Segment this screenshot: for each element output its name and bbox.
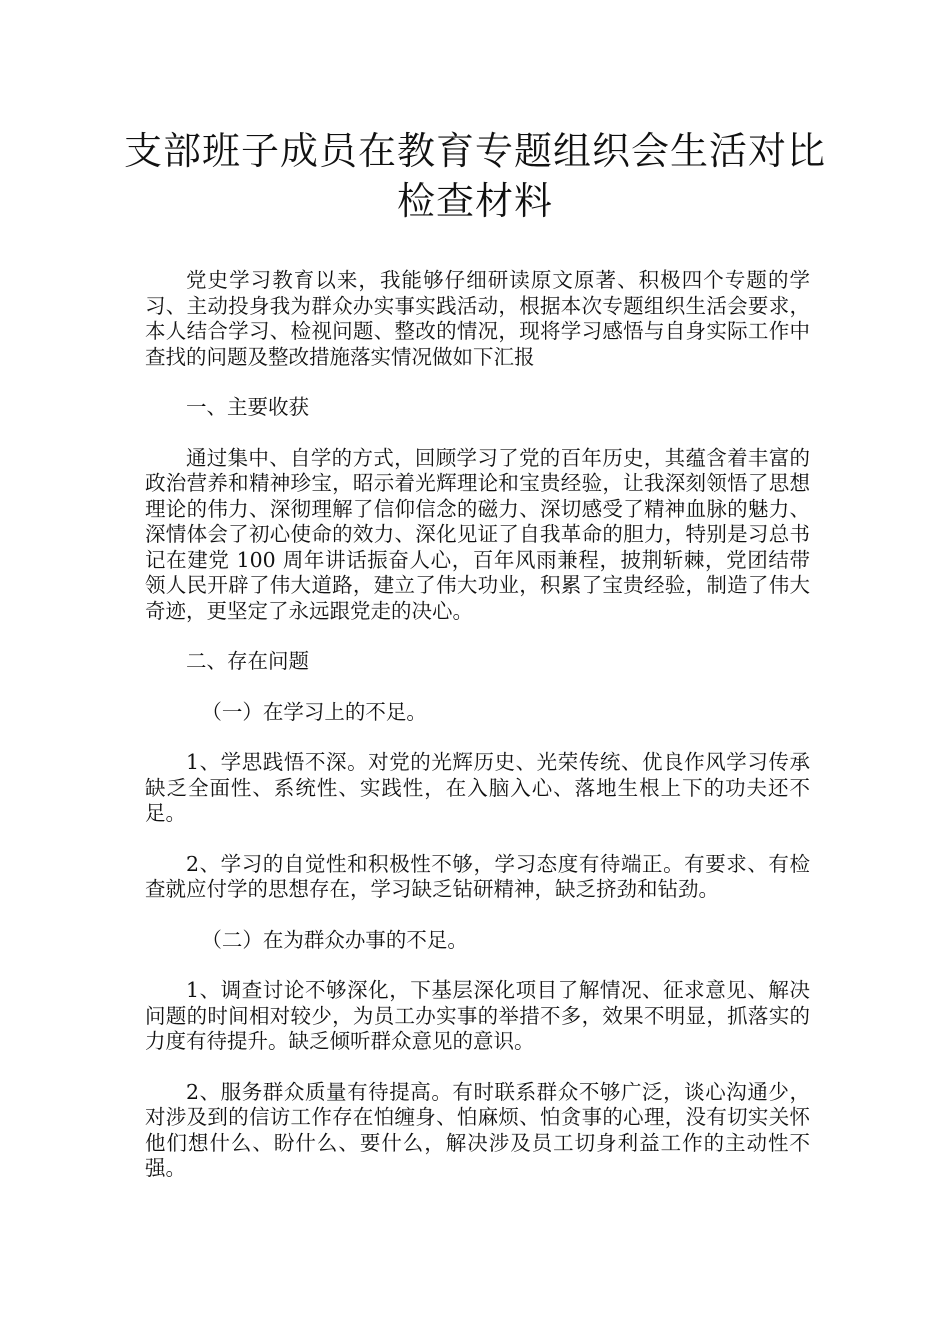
title-line-1: 支部班子成员在教育专题组织会生活对比 (123, 129, 826, 173)
intro-paragraph: 党史学习教育以来，我能够仔细研读原文原著、积极四个专题的学习、主动投身我为群众办实事实践活动，根据本次专题组织生活会要求，本人结合学习、检视问题、整改的情况，现将学习感悟与自身实际工作中查找的问题及整改措施落实情况做如下汇报 (145, 268, 810, 369)
subheading-study: （一）在学习上的不足。 (201, 699, 427, 724)
service-item-1: 1、调查讨论不够深化，下基层深化项目了解情况、征求意见、解决问题的时间相对较少，为员工办实事的举措不多，效果不明显，抓落实的力度有待提升。缺乏倾听群众意见的意识。 (145, 978, 810, 1053)
section-heading-gains: 一、主要收获 (186, 395, 309, 419)
title-line-2: 检查材料 (396, 179, 553, 223)
document-body (145, 268, 810, 1207)
document-title (120, 126, 830, 226)
subheading-service: （二）在为群众办事的不足。 (201, 927, 468, 952)
section-heading-problems: 二、存在问题 (186, 649, 309, 673)
gains-paragraph: 通过集中、自学的方式，回顾学习了党的百年历史，其蕴含着丰富的政治营养和精神珍宝，昭示着光辉理论和宝贵经验，让我深刻领悟了思想理论的伟力、深彻理解了信仰信念的磁力、深切感受了精神血脉的魅力、深情体会了初心使命的效力、深化见证了自我革命的胆力，特别是习总书记在建党 100 周年讲话振奋人心，百年风雨兼程，披荆斩棘，党团结带领人民开辟了伟大道路，建立了伟大功业，积累了宝贵经验，制造了伟大奇迹，更坚定了永远跟党走的决心。 (145, 445, 810, 623)
service-item-2: 2、服务群众质量有待提高。有时联系群众不够广泛，谈心沟通少，对涉及到的信访工作存在怕缠身、怕麻烦、怕贪事的心理，没有切实关怀他们想什么、盼什么、要什么，解决涉及员工切身利益工作的主动性不强。 (145, 1079, 810, 1180)
study-item-1: 1、学思践悟不深。对党的光辉历史、光荣传统、优良作风学习传承缺乏全面性、系统性、实践性，在入脑入心、落地生根上下的功夫还不足。 (145, 750, 810, 825)
study-item-2: 2、学习的自觉性和积极性不够，学习态度有待端正。有要求、有检查就应付学的思想存在，学习缺乏钻研精神，缺乏挤劲和钻劲。 (145, 851, 810, 901)
